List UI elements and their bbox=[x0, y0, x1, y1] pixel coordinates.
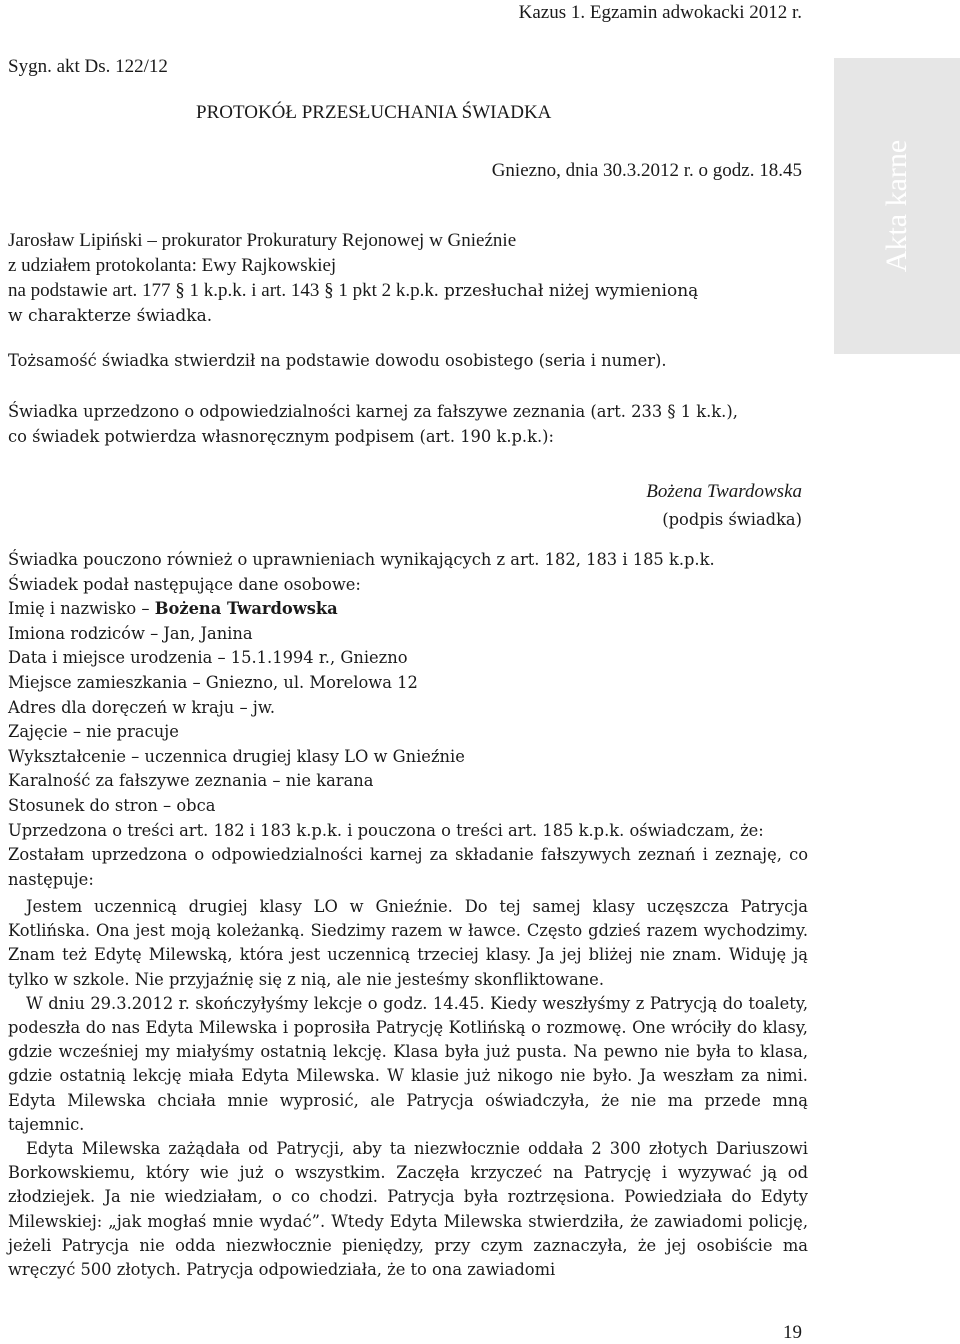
warning-block bbox=[8, 400, 808, 449]
warning-line: co świadek potwierdza własnoręcznym podpisem (art. 190 k.p.k.): bbox=[8, 426, 554, 446]
occupation-row: Zajęcie – nie pracuje bbox=[8, 722, 179, 742]
residence-row: Miejsce zamieszkania – Gniezno, ul. Morelowa 12 bbox=[8, 672, 418, 692]
declaration-row: Uprzedzona o treści art. 182 i 183 k.p.k. i pouczona o treści art. 185 k.p.k. oświadczam, że: bbox=[8, 820, 764, 840]
intro-line: Jarosław Lipiński – prokurator Prokuratury Rejonowej w Gnieźnie bbox=[8, 230, 517, 251]
signature-caption: (podpis świadka) bbox=[662, 510, 802, 529]
personal-data bbox=[8, 548, 808, 892]
warning-line: Świadka uprzedzono o odpowiedzialności karnej za fałszywe zeznania (art. 233 § 1 k.k.), bbox=[8, 402, 738, 421]
witness-signature: Bożena Twardowska bbox=[646, 481, 802, 502]
running-head: Kazus 1. Egzamin adwokacki 2012 r. bbox=[518, 2, 802, 23]
case-signature: Sygn. akt Ds. 122/12 bbox=[8, 56, 168, 77]
name-label: Imię i nazwisko – bbox=[8, 599, 155, 619]
name-row bbox=[8, 597, 808, 622]
side-tab bbox=[834, 58, 960, 354]
personal-header: Świadek podał następujące dane osobowe: bbox=[8, 574, 361, 594]
address-row: Adres dla doręczeń w kraju – jw. bbox=[8, 697, 275, 717]
education-row: Wykształcenie – uczennica drugiej klasy LO w Gnieźnie bbox=[8, 746, 465, 766]
testimony-paragraph: Jestem uczennicą drugiej klasy LO w Gnieźnie. Do tej samej klasy uczęszcza Patrycja Kotlińska. Ona jest moją koleżanką. Siedzimy razem w ławce. Często gdzieś razem wychodzimy. Znam też Edytę Milewską, która jest uczennicą trzeciej klasy. Ja jej bliżej nie znam. Widuję ją tylko w szkole. Nie przyjaźnię się z nią, ale nie jesteśmy skonfliktowane. bbox=[8, 897, 808, 989]
testimony-paragraph: W dniu 29.3.2012 r. skończyłyśmy lekcje o godz. 14.45. Kiedy weszłyśmy z Patrycją do toalety, podeszła do nas Edyta Milewska i poprosiła Patrycję Kotlińską o rozmowę. One wróciły do klasy, gdzie wcześniej my miałyśmy ostatnią lekcję. Klasa była już pusta. Na pewno nie była to klasa, gdzie ostatnią lekcję miała Edyta Milewska. W klasie już nikogo nie było. Ja weszłam za nimi. Edyta Milewska chciała mnie wyprosić, ale Patrycja oświadczyła, że nie ma przede mną tajemnic. bbox=[8, 993, 808, 1134]
intro-line: w charakterze świadka. bbox=[8, 306, 213, 326]
testimony-paragraph: Edyta Milewska zażądała od Patrycji, aby ta niezwłocznie oddała 2 300 złotych Dariuszowi Borkowskiemu, który wie już o wszystkim. Zaczęła krzyczeć na Patrycję i wyzywać ją od złodziejek. Ja nie wiedziałam, o co chodzi. Patrycja była roztrzęsiona. Powiedziała do Edyty Milewskiej: „jak mogłaś mnie wydać”. Wtedy Edyta Milewska stwierdziła, że zawiadomi policję, jeżeli Patrycja nie odda niezwłocznie pieniędzy, przy czym zaznaczyła, że jej osobiście ma wręczyć 500 złotych. Patrycja odpowiedziała, że to ona zawiadomi bbox=[8, 1139, 808, 1280]
signature-block bbox=[646, 478, 802, 534]
place-date: Gniezno, dnia 30.3.2012 r. o godz. 18.45 bbox=[491, 160, 802, 181]
intro-line-part: przesłuchał niżej wymienioną bbox=[438, 281, 699, 301]
intro-line-part: na podstawie art. 177 § 1 k.p.k. i art. 143 § 1 pkt 2 k.p.k. bbox=[8, 280, 439, 301]
side-tab-label: Akta karne bbox=[880, 139, 913, 273]
identity-line: Tożsamość świadka stwierdził na podstawie dowodu osobistego (seria i numer). bbox=[8, 351, 667, 370]
name-value: Bożena Twardowska bbox=[154, 599, 338, 619]
record-row: Karalność za fałszywe zeznania – nie karana bbox=[8, 771, 374, 791]
page-number: 19 bbox=[783, 1322, 802, 1343]
intro-block bbox=[8, 228, 808, 329]
testimony bbox=[8, 895, 808, 1282]
statement-intro: Zostałam uprzedzona o odpowiedzialności karnej za składanie fałszywych zeznań i zeznaję, co następuje: bbox=[8, 845, 808, 889]
birth-row: Data i miejsce urodzenia – 15.1.1994 r., Gniezno bbox=[8, 648, 408, 668]
rights-line: Świadka pouczono również o uprawnieniach wynikających z art. 182, 183 i 185 k.p.k. bbox=[8, 550, 715, 569]
intro-line bbox=[8, 278, 808, 304]
parents-row: Imiona rodziców – Jan, Janina bbox=[8, 623, 253, 643]
document-title: PROTOKÓŁ PRZESŁUCHANIA ŚWIADKA bbox=[196, 102, 552, 123]
relation-row: Stosunek do stron – obca bbox=[8, 795, 216, 815]
intro-line: z udziałem protokolanta: Ewy Rajkowskiej bbox=[8, 255, 337, 276]
